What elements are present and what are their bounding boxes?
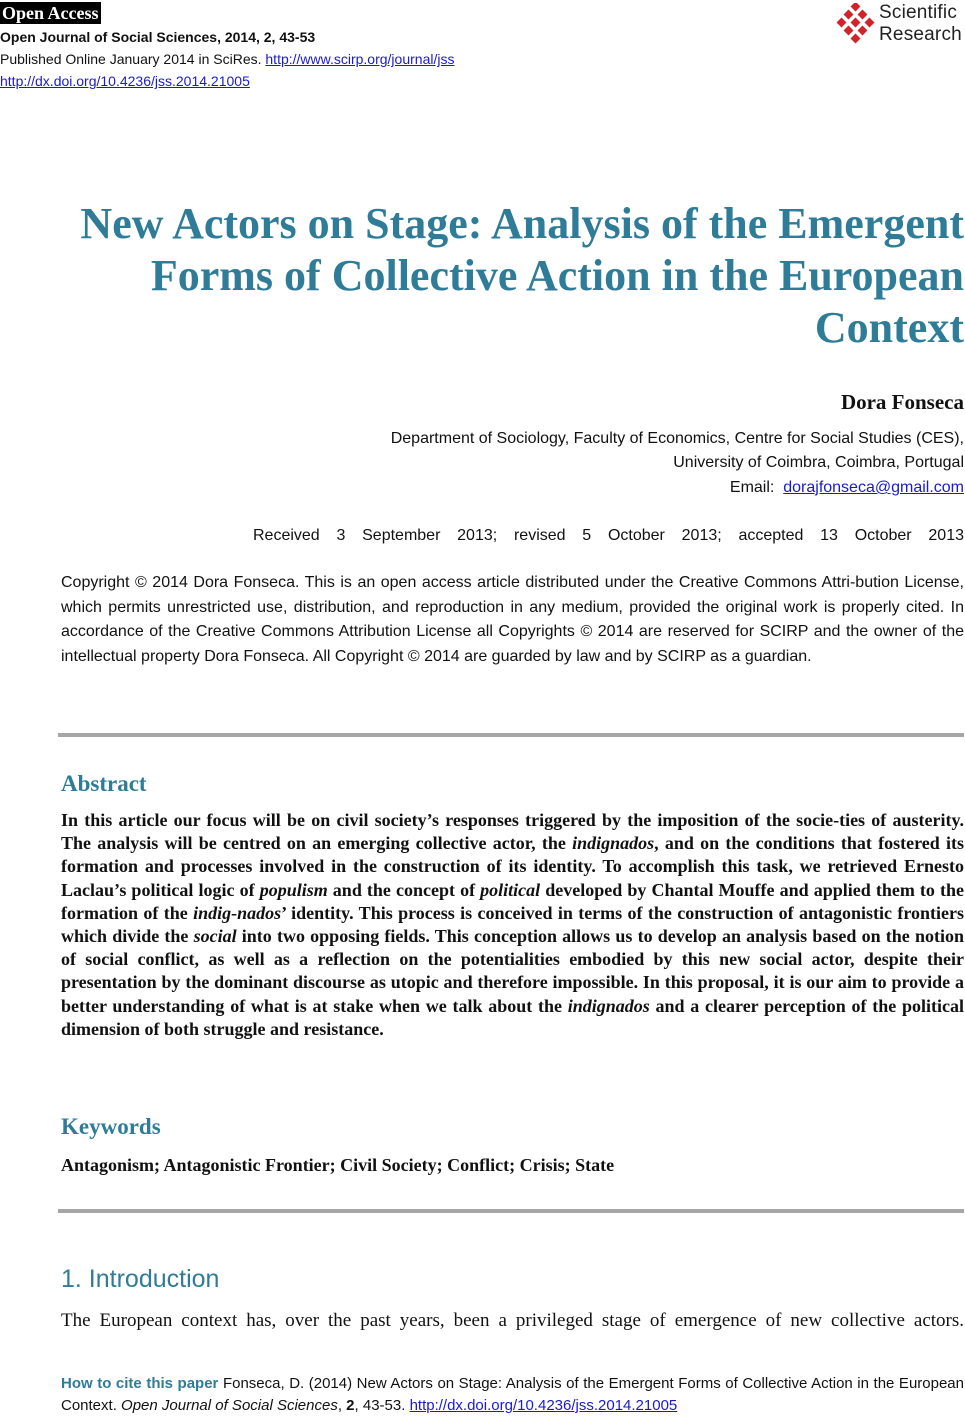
author-name: Dora Fonseca [840,390,964,414]
publisher-logo [835,2,965,48]
abstract-emphasis: indignados [572,833,655,854]
cite-pages: , 43-53. [354,1397,410,1414]
published-line [0,49,454,69]
abstract-text: , and on the conditions that fostered its formation and processes involved in the construction of its identity. To accomplish this task, we retrieved Ernesto Laclau’s political logic of [61,833,964,900]
journal-line: Open Journal of Social Sciences, 2014, 2, 43-53 [0,29,316,45]
keywords-heading: Keywords [61,1114,161,1139]
cite-text: Fonseca, D. (2014) New Actors on Stage: Analysis of the Emergent Forms of Collective Action in the European Context. [61,1375,964,1414]
received-dates: Received 3 September 2013; revised 5 October 2013; accepted 13 October 2013 [253,527,964,544]
keywords-list: Antagonism; Antagonistic Frontier; Civil Society; Conflict; Crisis; State [61,1155,615,1175]
abstract-heading: Abstract [61,771,147,796]
scientific-research-mark-icon [835,3,877,47]
abstract-text: and the concept of [327,879,481,900]
how-to-cite [61,1373,964,1417]
cite-volume: 2 [346,1397,355,1414]
article-title [20,198,964,354]
abstract-text: and a clearer perception of the political dimension of both struggle and resistance. [61,995,964,1039]
open-access-badge: Open Access [2,3,99,23]
title-line-3: Context [814,303,964,352]
abstract-text: In this article our focus will be on civil society’s responses triggered by the imposition of the socie-ties of austerity. The analysis will be centred on an emerging collective actor, the [61,810,964,854]
cite-journal: Open Journal of Social Sciences [121,1397,338,1414]
abstract-text: ’ identity. This process is conceived in terms of the construction of antagonistic frontiers which divide the [61,902,964,947]
affiliation-line-2: University of Coimbra, Coimbra, Portugal [673,454,964,471]
abstract-emphasis: indig-nados [193,902,282,923]
email-link[interactable]: dorajfonseca@gmail.com [783,479,964,496]
copyright-notice: Copyright © 2014 Dora Fonseca. This is an open access article distributed under the Creative Commons Attri-bution License, which permits unrestricted use, distribution, and reproduction in any medium, provided the original work is properly cited. In accordance of the Creative Commons Attribution License all Copyrights © 2014 are reserved for SCIRP and the owner of the intellectual property Dora Fonseca. All Copyright © 2014 are guarded by law and by SCIRP as a guardian. [61,574,964,665]
doi-link[interactable]: http://dx.doi.org/10.4236/jss.2014.21005 [0,73,250,89]
abstract-emphasis: indignados [567,995,650,1016]
divider-bottom [58,1209,964,1213]
published-prefix: Published Online January 2014 in SciRes. [0,51,266,67]
logo-line-1: Scientific [879,2,958,23]
cite-label: How to cite this paper [61,1375,219,1392]
cite-sep: , [337,1397,347,1414]
abstract-text: developed by Chantal Mouffe and applied them to the formation of the [61,879,965,923]
abstract-emphasis: populism [259,879,328,900]
email-line [730,476,964,500]
cite-doi-link[interactable]: http://dx.doi.org/10.4236/jss.2014.21005 [409,1397,678,1414]
abstract-body [61,809,964,1041]
introduction-heading: 1. Introduction [61,1265,220,1293]
introduction-text: The European context has, over the past years, been a privileged stage of emergence of new collective actors. [61,1310,964,1331]
divider-top [58,733,964,737]
title-line-1: New Actors on Stage: Analysis of the Emergent [80,199,964,248]
email-label: Email: [729,479,775,496]
journal-link[interactable]: http://www.scirp.org/journal/jss [265,51,455,67]
affiliation-line-1: Department of Sociology, Faculty of Economics, Centre for Social Studies (CES), [390,430,964,447]
title-line-2: Forms of Collective Action in the European [150,251,964,300]
logo-line-2: Research [879,24,962,45]
abstract-emphasis: social [193,926,237,947]
abstract-text: into two opposing fields. This conception allows us to develop an analysis based on the notion of social conflict, as well as a reflection on the potentialities embodied by this new social actor, despite their presentation by the dominant discourse as utopic and therefore impossible. In this proposal, it is our aim to provide a better understanding of what is at stake when we talk about the [61,926,964,1016]
abstract-emphasis: political [480,879,541,900]
doi-line [0,71,250,91]
